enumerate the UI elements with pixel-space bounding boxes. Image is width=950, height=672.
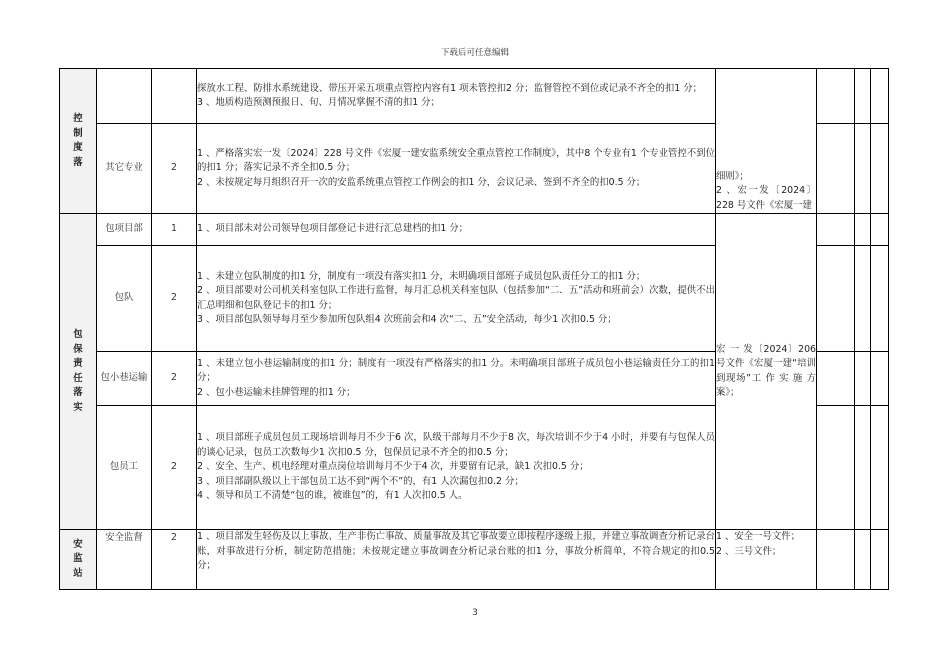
empty-cell (817, 352, 855, 406)
basis-line: 2 、宏一发〔2024〕228 号文件《宏厦一建 (716, 185, 816, 211)
subcategory-cell: 包小巷运输 (97, 352, 152, 406)
table-row (60, 214, 889, 246)
basis-cell (716, 69, 817, 214)
subcategory-cell: 包员工 (97, 406, 152, 530)
criteria-line: 3 、地质构造预测预报日、旬、月情况掌握不清的扣1 分； (197, 97, 440, 108)
empty-cell (871, 246, 889, 352)
basis-line: 宏 一 发〔2024〕206 号文件《宏厦一建“培训到现场”工 作 实 施 方案》； (716, 343, 816, 398)
basis-line: 2 、三号文件； (716, 545, 782, 557)
empty-cell (871, 406, 889, 530)
criteria-cell (197, 214, 716, 246)
empty-cell (817, 214, 855, 246)
score-cell: 2 (152, 246, 197, 352)
criteria-cell (197, 406, 716, 530)
page-header: 下载后可任意编辑 (440, 48, 509, 58)
criteria-line: 1 、严格落实宏一发〔2024〕228 号文件《宏厦一建安监系统安全重点管控工作制度》，其中8 个专业有1 个专业管控不到位的扣1 分；落实记录不齐全扣0.5 分； (197, 147, 715, 174)
criteria-line: 1 、项目部未对公司领导包项目部登记卡进行汇总建档的扣1 分； (197, 223, 469, 235)
score-cell: 1 (152, 214, 197, 246)
category-cell: 安监站 (60, 530, 97, 590)
empty-cell (871, 530, 889, 590)
subcategory-cell: 其它专业 (97, 124, 152, 214)
subcategory-cell: 包队 (97, 246, 152, 352)
criteria-cell (197, 246, 716, 352)
criteria-line: 探放水工程、防排水系统建设、带压开采五项重点管控内容有1 项未管控扣2 分；监督管控不到位或记录不齐全的扣1 分； (197, 82, 702, 94)
empty-cell (855, 530, 871, 590)
score-cell: 2 (152, 406, 197, 530)
table-row (60, 69, 889, 124)
criteria-line: 2 、包小巷运输未挂牌管理的扣1 分； (197, 386, 356, 398)
criteria-cell (197, 352, 716, 406)
empty-cell (871, 352, 889, 406)
empty-cell (871, 124, 889, 214)
empty-cell (855, 352, 871, 406)
page-number: 3 (472, 608, 478, 618)
subcategory-cell: 包项目部 (97, 214, 152, 246)
empty-cell (817, 246, 855, 352)
empty-cell (855, 246, 871, 352)
basis-cell (716, 530, 817, 590)
basis-line: 细则》； (716, 170, 749, 182)
criteria-line: 2 、未按规定每月组织召开一次的安监系统重点管控工作例会的扣1 分，会议记录、签到不齐全的扣0.5 分； (197, 176, 646, 188)
criteria-cell (197, 530, 716, 590)
criteria-line: 1 、项目部班子成员包员工现场培训每月不少于6 次，队级干部每月不少于8 次，每次培训不少于4 小时，并要有与包保人员的谈心记录，包员工次数每少1 次扣0.5 分，包保员记录不齐全的扣0.5 分； (197, 432, 715, 458)
score-cell: 2 (152, 124, 197, 214)
score-cell: 2 (152, 352, 197, 406)
assessment-table (59, 68, 889, 590)
empty-cell (855, 69, 871, 124)
empty-cell (855, 124, 871, 214)
criteria-line: 3 、项目部副队级以上干部包员工达不到“两个不”的，有1 人次漏包扣0.2 分； (197, 475, 524, 487)
criteria-cell (197, 69, 716, 124)
criteria-line: 2 、安全、生产、机电经理对重点岗位培训每月不少于4 次，并要留有记录，缺1 次扣0.5 分； (197, 461, 589, 473)
criteria-line: 2 、项目部要对公司机关科室包队工作进行监督，每月汇总机关科室包队（包括参加“二．五”活动和班前会）次数，提供不出汇总明细和包队登记卡的扣1 分； (197, 285, 715, 311)
criteria-line: 4 、领导和员工不清楚“包的谁，被谁包”的，有1 人次扣0.5 人。 (197, 490, 468, 502)
empty-cell (855, 406, 871, 530)
table-row (60, 530, 889, 590)
basis-cell (716, 214, 817, 530)
criteria-cell (197, 124, 716, 214)
subcategory-cell (97, 69, 152, 124)
subcategory-cell: 安全监督 (97, 530, 152, 590)
criteria-line: 1 、未建立包小巷运输制度的扣1 分；制度有一项没有严格落实的扣1 分。未明确项目部班子成员包小巷运输责任分工的扣1 分； (197, 357, 715, 384)
empty-cell (817, 124, 855, 214)
empty-cell (871, 214, 889, 246)
category-cell: 控制度落 (60, 69, 97, 214)
empty-cell (817, 406, 855, 530)
empty-cell (817, 69, 855, 124)
criteria-line: 3 、项目部包队领导每月至少参加所包队组4 次班前会和4 次“二、五”安全活动，每少1 次扣0.5 分； (197, 314, 617, 325)
score-cell: 2 (152, 530, 197, 590)
criteria-line: 1 、项目部发生轻伤及以上事故、生产非伤亡事故、质量事故及其它事故要立即按程序逐级上报，并建立事故调查分析记录台账，对事故进行分析，制定防范措施；未按规定建立事故调查分析记录台账的扣1 分，事故分析简单，不符合规定的扣0.5 分； (197, 531, 715, 571)
empty-cell (817, 530, 855, 590)
score-cell (152, 69, 197, 124)
criteria-line: 1 、未建立包队制度的扣1 分，制度有一项没有落实扣1 分，未明确项目部班子成员包队责任分工的扣1 分； (197, 270, 646, 282)
empty-cell (855, 214, 871, 246)
category-cell: 包保责任落实 (60, 214, 97, 530)
empty-cell (871, 69, 889, 124)
basis-line: 1 、安全一号文件； (716, 531, 800, 542)
